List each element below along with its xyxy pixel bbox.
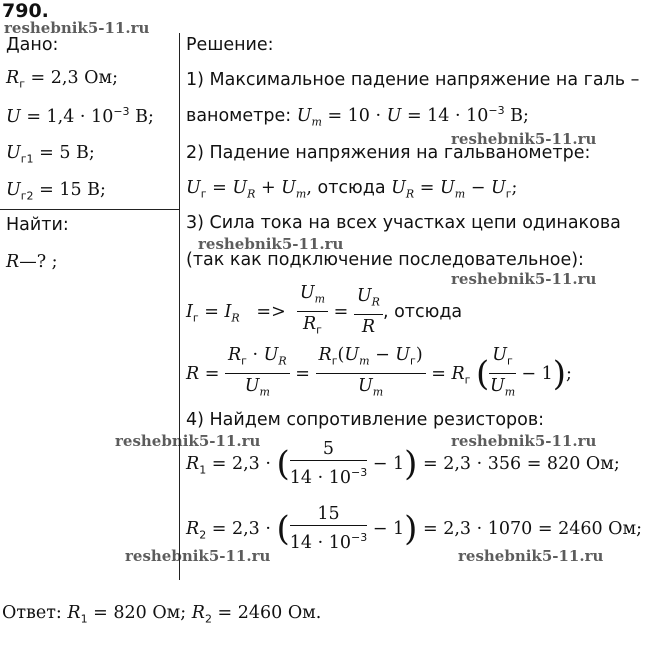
watermark: reshebnik5-11.ru bbox=[451, 130, 597, 148]
step3-text: 3) Сила тока на всех участках цепи одинакова bbox=[186, 213, 621, 233]
step1-text: 1) Максимальное падение напряжение на галь – bbox=[186, 70, 640, 90]
step3-formula2: R = $\frac{R_г \cdot U_R}{U_m}$ = $\frac{R_г(U_m - U_г)}{U_m}$ = $R_г$ ( $\frac{U_г}{U_m}$ − 1); bbox=[186, 345, 572, 398]
find-header: Найти: bbox=[6, 215, 69, 235]
given-row-2: $U = 1,4 \cdot 10^{-3}$ В; bbox=[6, 105, 154, 127]
answer-line: Ответ: $R_1 = 820$ Ом; $R_2 = 2460$ Ом. bbox=[2, 603, 322, 626]
given-row-4: $U_{г2} = 15$ В; bbox=[6, 180, 106, 203]
find-item: R—? ; bbox=[6, 252, 58, 272]
watermark: reshebnik5-11.ru bbox=[198, 235, 344, 253]
given-header: Дано: bbox=[6, 35, 59, 55]
horizontal-divider bbox=[0, 209, 180, 210]
watermark: reshebnik5-11.ru bbox=[451, 432, 597, 450]
watermark: reshebnik5-11.ru bbox=[115, 432, 261, 450]
solution-header: Решение: bbox=[186, 35, 274, 55]
step1-formula-line: ванометре: $U_m = 10 \cdot U = 14 \cdot 10^{-3}$ В; bbox=[186, 104, 529, 129]
watermark: reshebnik5-11.ru bbox=[125, 547, 271, 565]
problem-number: 790. bbox=[2, 0, 49, 22]
step2-formula: $U_г = U_R + U_m$, отсюда $U_R = U_m - U_г$; bbox=[186, 178, 518, 201]
given-row-3: $U_{г1} = 5$ В; bbox=[6, 143, 95, 166]
step3-formula: $I_г = I_R$ => $\frac{U_m}{R_г}$ = $\frac{U_R}{R}$ , отсюда bbox=[186, 283, 463, 337]
vertical-divider bbox=[179, 33, 180, 580]
step4-text: 4) Найдем сопротивление резисторов: bbox=[186, 410, 545, 430]
watermark: reshebnik5-11.ru bbox=[451, 270, 597, 288]
r2-formula: $R_2 = 2,3$ · ( $\frac{15}{14 \cdot 10^{-3}}$ − 1) = 2,3 · 1070 = 2460 Ом; bbox=[186, 504, 643, 553]
watermark: reshebnik5-11.ru bbox=[4, 19, 150, 37]
step3-text2: (так как подключение последовательное): bbox=[186, 250, 584, 270]
step2-text: 2) Падение напряжения на гальванометре: bbox=[186, 143, 591, 163]
r1-formula: $R_1 = 2,3$ · ( $\frac{5}{14 \cdot 10^{-3}}$ − 1) = 2,3 · 356 = 820 Ом; bbox=[186, 439, 620, 488]
watermark: reshebnik5-11.ru bbox=[458, 547, 604, 565]
given-row-1: $R_г = 2,3$ Ом; bbox=[6, 68, 119, 91]
